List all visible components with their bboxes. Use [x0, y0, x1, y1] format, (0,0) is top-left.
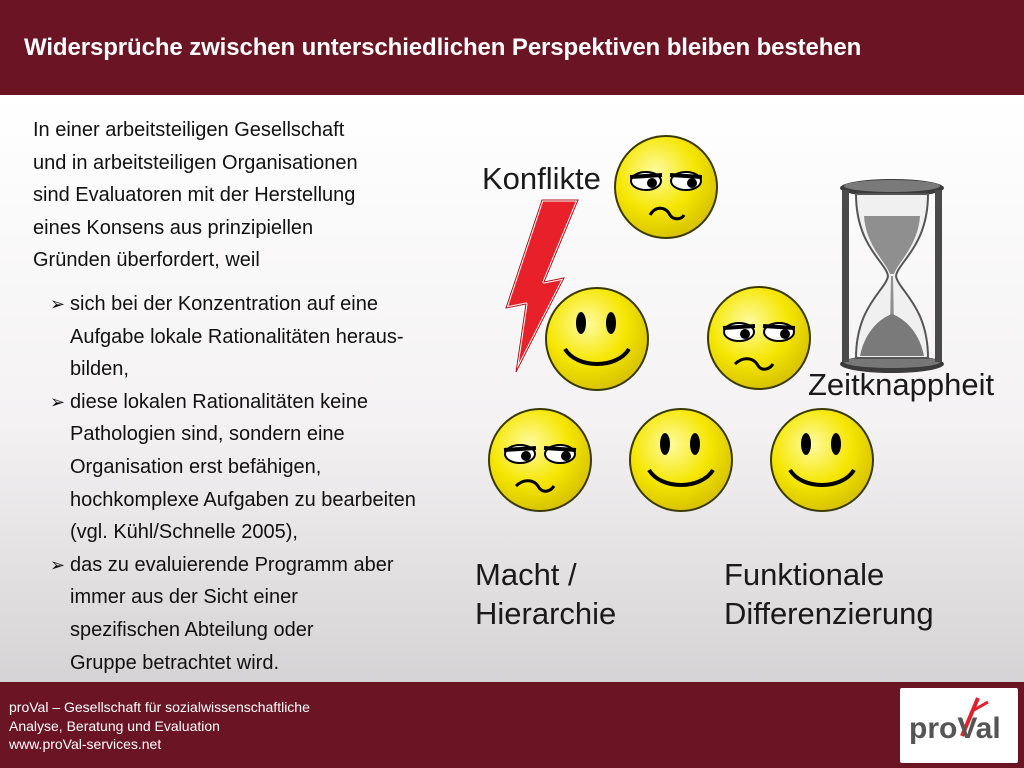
arrow-bullet-icon: ➢ — [50, 391, 66, 412]
bullet-item — [50, 549, 500, 679]
slide-title: Widersprüche zwischen unterschiedlichen Perspektiven bleiben bestehen — [24, 34, 862, 61]
skeptical-smiley-icon — [612, 133, 720, 241]
org-website-link[interactable]: www.proVal-services.net — [9, 736, 162, 752]
logo-text: proVal — [909, 712, 1001, 745]
bullet-line: Aufgabe lokale Rationalitäten heraus- — [70, 325, 404, 348]
proval-logo-graphic — [900, 688, 1018, 763]
label-konflikte: Konflikte — [482, 161, 601, 196]
slide-header — [0, 0, 1024, 95]
skeptical-smiley-icon — [705, 284, 813, 392]
org-line: Analyse, Beratung und Evaluation — [9, 717, 220, 734]
bullet-line: hochkomplexe Aufgaben zu bearbeiten — [70, 488, 416, 511]
bullet-line: sich bei der Konzentration auf eine — [70, 293, 378, 315]
label-funktionale-line-2: Differenzierung — [724, 596, 934, 631]
arrow-bullet-icon: ➢ — [50, 294, 66, 314]
intro-text — [33, 114, 493, 277]
skeptical-smiley-icon — [486, 406, 594, 514]
happy-smiley-icon — [768, 406, 876, 514]
arrow-bullet-icon: ➢ — [50, 554, 66, 575]
bullet-line: Gruppe betrachtet wird. — [70, 651, 279, 674]
slide-footer — [0, 682, 1024, 768]
bullet-item — [50, 288, 500, 386]
proval-logo — [900, 688, 1018, 763]
organization-info — [9, 698, 310, 754]
label-macht-line-2: Hierarchie — [475, 596, 617, 631]
bullet-line: das zu evaluierende Programm aber — [70, 553, 394, 576]
bullet-line: diese lokalen Rationalitäten keine — [70, 390, 368, 413]
bullet-line: Pathologien sind, sondern eine — [70, 423, 345, 446]
label-zeitknappheit: Zeitknappheit — [808, 367, 995, 402]
intro-line: und in arbeitsteiligen Organisationen — [33, 151, 358, 174]
happy-smiley-icon — [543, 285, 651, 393]
intro-line: eines Konsens aus prinzipiellen — [33, 216, 314, 239]
label-macht-line-1: Macht / — [475, 557, 577, 592]
bullet-list — [50, 288, 500, 679]
label-funktionale-line-1: Funktionale — [724, 557, 885, 592]
hourglass-icon — [836, 176, 948, 376]
intro-line: sind Evaluatoren mit der Herstellung — [33, 184, 356, 207]
intro-line: In einer arbeitsteiligen Gesellschaft — [33, 119, 345, 141]
bullet-item — [50, 386, 500, 549]
org-line: proVal – Gesellschaft für sozialwissenschaftliche — [9, 699, 310, 715]
intro-line: Gründen überfordert, weil — [33, 249, 260, 272]
bullet-line: spezifischen Abteilung oder — [70, 618, 314, 641]
bullet-line: Organisation erst befähigen, — [70, 455, 322, 478]
happy-smiley-icon — [627, 406, 735, 514]
bullet-line: immer aus der Sicht einer — [70, 586, 298, 609]
bullet-line: bilden, — [70, 358, 129, 381]
bullet-line: (vgl. Kühl/Schnelle 2005), — [70, 521, 298, 544]
